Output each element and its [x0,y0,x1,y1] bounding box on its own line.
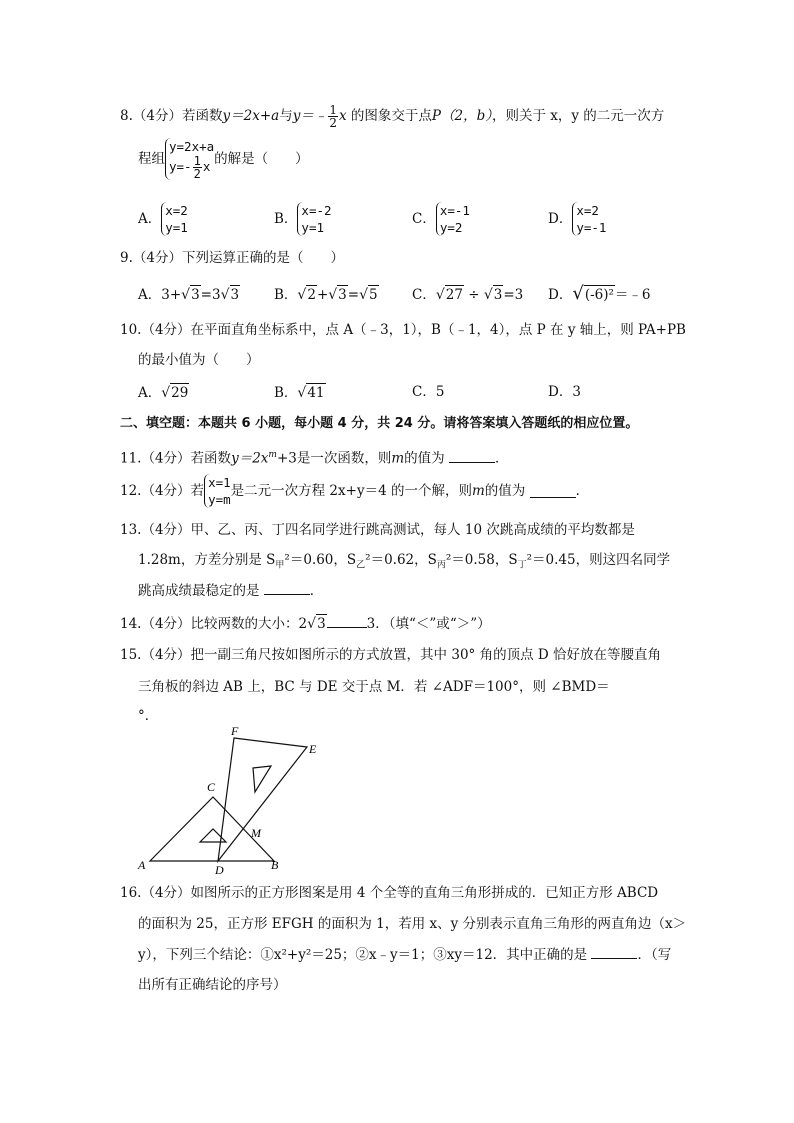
answer-blank[interactable] [449,450,495,463]
fraction-num: 1 [193,154,201,168]
system-row: x=-2 [301,203,332,218]
option-label: B． [274,287,298,303]
q10-option-d[interactable]: D．3 [548,384,581,400]
q8-func2-x: x [338,108,347,124]
q16-line3 [138,946,671,964]
q12-text: 是二元一次方程 2x+y＝4 的一个解，则 [230,483,472,499]
q11-text: 是一次函数，则 [296,450,392,467]
q11-text: 11.（4分）若函数 [120,450,232,467]
q13-line1: 13.（4分）甲、乙、丙、丁四名同学进行跳高测试，每人 10 次跳高成绩的平均数都是 [120,522,635,538]
q16-text: y），下列三个结论：①x²+y²＝25；②x﹣y＝1；③xy＝12．其中正确的是 [138,947,588,963]
option-label: A． [138,385,162,401]
q14 [120,614,491,633]
system-row [169,155,214,180]
system-row: y=2x+a [169,139,215,154]
system-fraction [193,155,202,180]
answer-blank[interactable] [327,615,367,628]
q8-point: P（2，b） [431,108,492,124]
label-m: M [251,826,261,840]
triangle-ruler-figure [130,725,330,880]
q12-var: m [471,483,485,499]
radicand: 29 [171,385,189,401]
q13-sub: 甲 [275,560,285,571]
label-b: B [271,858,279,872]
expr: 3+ [161,287,182,303]
q11 [120,446,508,468]
q11-text: 的值为 [404,450,445,467]
q13-sub: 乙 [356,560,366,571]
q9-option-b[interactable] [274,285,379,304]
sqrt-icon: √ [220,287,230,303]
sqrt-icon: √ [328,287,338,303]
fraction-den: 2 [329,116,337,130]
radicand: 3 [493,287,503,303]
expr: =3 [200,287,221,303]
system-row: x=-1 [439,203,470,218]
q8-func2: y＝﹣ [292,108,328,124]
q15-line2: 三角板的斜边 AB 上，BC 与 DE 交于点 M．若 ∠ADF＝100°，则 ∠BMD＝ [138,679,610,695]
q12-text: ． [575,483,590,499]
q8-option-c[interactable] [412,202,470,236]
option-system [161,202,188,236]
q12 [120,474,589,508]
expr: ＝﹣6 [614,287,651,303]
system-row: y=1 [301,220,324,235]
expr: ÷ [463,287,484,303]
radicand: (-6)² [584,287,614,303]
radicand: 2 [307,287,316,303]
sqrt-icon: √ [297,385,307,401]
system-row: x=2 [165,203,188,218]
q12-text: 的值为 [484,483,526,499]
label-c: C [207,780,216,794]
system-row: x=2 [576,203,599,218]
label-d: D [215,863,224,877]
q13-sub: 丙 [436,560,446,571]
q10-option-c[interactable]: C．5 [412,384,445,400]
q11-func: +3 [276,450,297,467]
radicand: 27 [445,287,463,303]
q13-text: ²＝0.60，S [284,552,357,568]
radicand: 41 [307,385,325,401]
q9-option-c[interactable] [412,285,523,304]
system-row: x=1 [208,475,231,490]
q8-text: 的解是（ ） [214,151,309,167]
q11-text: ． [494,450,509,467]
system-part: y=- [169,159,192,174]
system-row: y=1 [165,220,188,235]
option-system [436,202,470,236]
q9-option-a[interactable] [138,285,240,304]
radicand: 3 [338,287,347,303]
q13-sub: 丁 [517,560,527,571]
q8-text: 与 [279,108,293,124]
q13-text: ． [309,583,324,599]
radicand: 3 [317,616,326,632]
q8-text: ，则关于 x，y 的二元一次方 [491,108,665,124]
q8-text: 程组 [138,151,165,167]
q13-text: ²＝0.58，S [445,552,518,568]
q9-stem: 9.（4分）下列运算正确的是（ ） [120,250,344,266]
q8-option-d[interactable] [548,202,606,236]
option-system [297,202,331,236]
expr: + [316,287,329,303]
q8-func1: y＝2x+a [222,108,280,124]
sqrt-icon: √ [181,287,191,303]
sqrt-icon: √ [435,287,445,303]
q10-option-a[interactable] [138,383,189,402]
q8-option-b[interactable] [274,202,332,236]
label-a: A [138,858,146,872]
q16-line2: 的面积为 25，正方形 EFGH 的面积为 1，若用 x、y 分别表示直角三角形的两直角边（x＞ [138,916,687,932]
q10-line1: 10.（4分）在平面直角坐标系中，点 A（﹣3，1），B（﹣1，4），点 P 在 y 轴上，则 PA+PB [120,322,686,338]
q16-text: ．（写 [637,947,672,963]
q13-text: ²＝0.62，S [365,552,437,568]
sqrt-icon: √ [161,385,171,401]
q12-text: 12.（4分）若 [120,483,205,499]
q8-option-a[interactable] [138,202,188,236]
answer-blank[interactable] [530,485,576,498]
system-row: y=m [208,492,231,507]
expr: = [347,287,360,303]
q11-var: m [391,450,405,467]
fraction-num: 1 [329,103,337,117]
option-label: B． [274,385,298,401]
option-label: C． [412,287,436,303]
q8-text: 的图象交于点 [350,108,432,124]
option-label: A． [138,211,162,227]
system-part: x [202,159,211,174]
q15-line1: 15.（4分）把一副三角尺按如图所示的方式放置，其中 30° 角的顶点 D 恰好放在等腰直角 [120,647,661,663]
q13-line2 [138,551,670,575]
thirty-degree-triangle [218,738,307,861]
radicand: 3 [191,287,200,303]
option-label: C． [412,211,436,227]
sqrt-icon: √ [297,287,307,303]
q13-line3 [138,582,323,600]
q8-system-line [138,138,309,180]
q16-line1: 16.（4分）如图所示的正方形图案是用 4 个全等的直角三角形拼成的．已知正方形 ABCD [120,885,659,901]
q16-line4: 出所有正确结论的序号） [138,977,287,993]
fraction-den: 2 [193,167,201,181]
sqrt-icon: √ [483,287,493,303]
q8-fraction [328,104,338,129]
q10-line2: 的最小值为（ ） [138,352,260,368]
q8-text: 8.（4分）若函数 [120,108,223,124]
q10-option-b[interactable] [274,383,326,402]
q8-stem [120,104,664,129]
q13-text: ²＝0.45，则这四名同学 [526,552,671,568]
sqrt-icon: √ [572,283,584,304]
sqrt-icon: √ [307,616,317,632]
label-e: E [309,742,317,756]
q15-line3: °． [138,708,159,724]
q14-text: 14.（4分）比较两数的大小：2 [120,616,308,632]
system-row: y=2 [439,220,463,235]
radicand: 5 [369,287,378,303]
label-f: F [231,725,239,738]
q13-text: 1.28m，方差分别是 S [138,552,276,568]
inner-triangle-cutout [253,766,271,792]
section-heading: 二、填空题：本题共 6 小题，每小题 4 分，共 24 分。请将答案填入答题纸的相应位置。 [120,416,639,431]
system-row: y=-1 [576,220,607,235]
expr: =3 [503,287,524,303]
q11-exp: m [268,450,277,460]
option-label: A． [138,287,162,303]
q9-option-d[interactable] [548,285,651,304]
option-label: B． [274,211,298,227]
answer-blank[interactable] [264,582,310,595]
q12-system [204,474,231,508]
answer-blank[interactable] [591,946,637,959]
q8-system [165,138,214,180]
radicand: 3 [230,287,240,303]
option-label: D． [548,287,573,303]
option-system [572,202,606,236]
q11-func: y＝2x [231,450,269,467]
q13-text: 跳高成绩最稳定的是 [138,583,260,599]
q14-text: 3．（填“＜”或“＞”） [366,616,491,632]
sqrt-icon: √ [359,287,368,303]
option-label: D． [548,211,573,227]
